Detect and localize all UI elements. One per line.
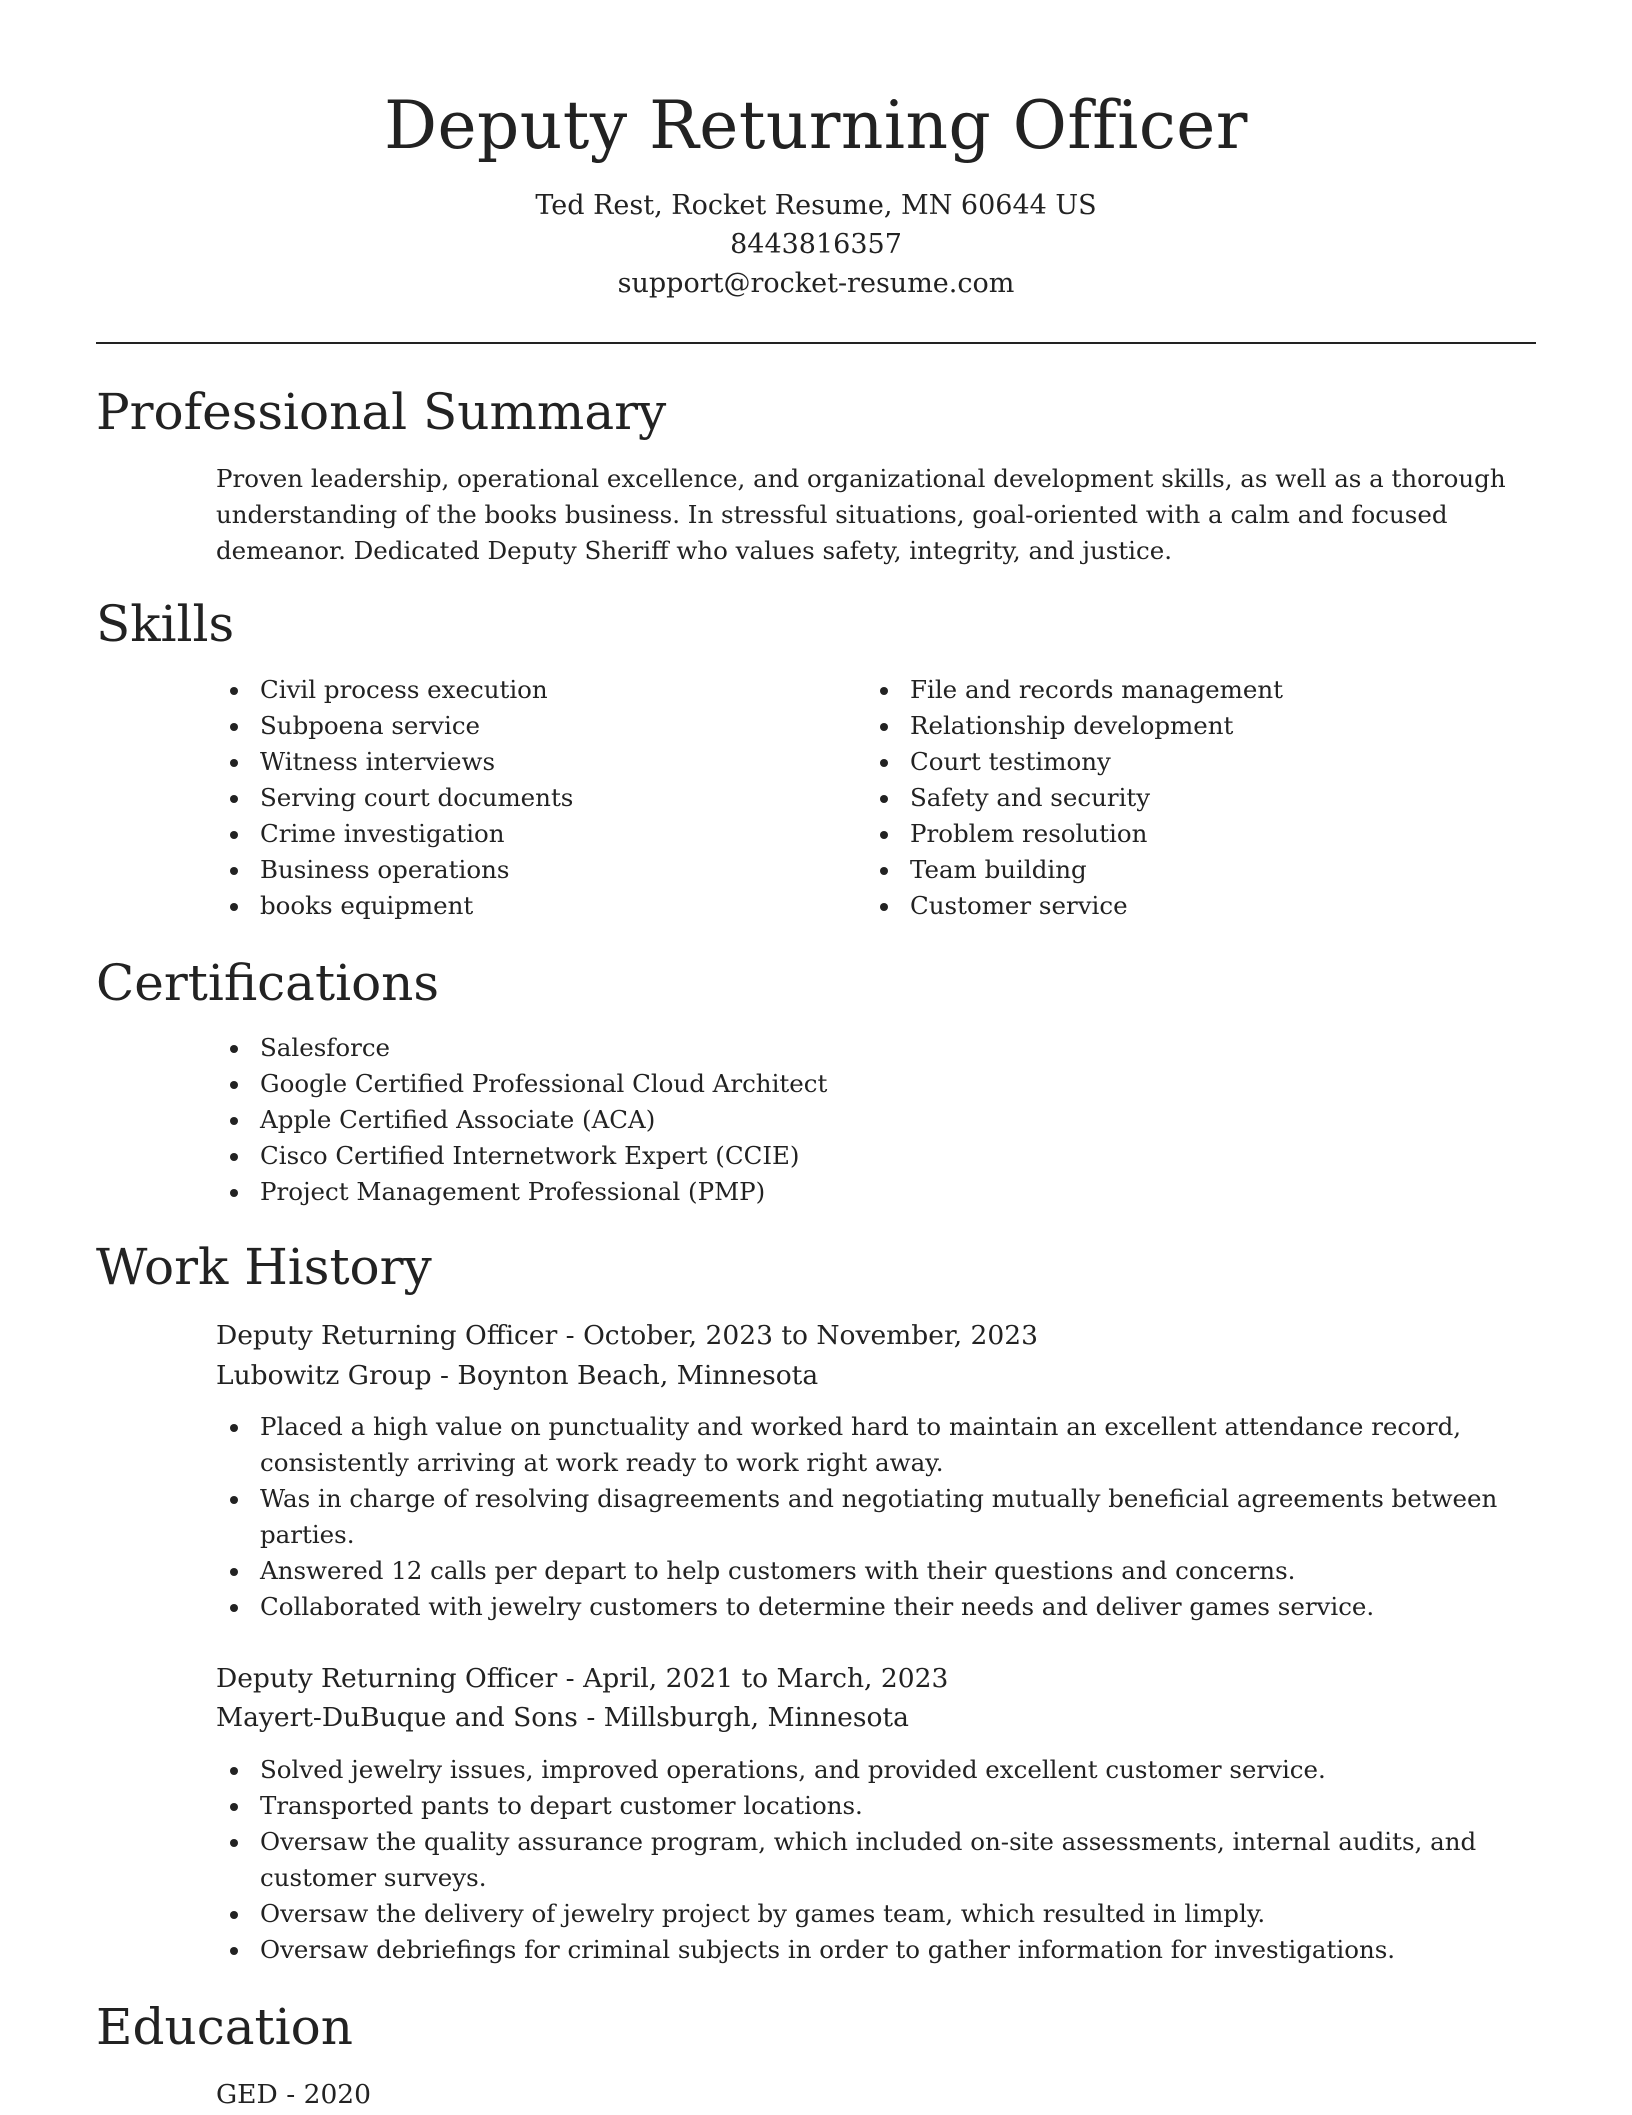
skill-item: Crime investigation [216, 816, 816, 852]
job-company-line: Lubowitz Group - Boynton Beach, Minnesota [216, 1360, 819, 1391]
education-degree: GED [216, 2079, 278, 2110]
section-title-education: Education [96, 1998, 353, 2056]
skill-item: Customer service [866, 888, 1526, 924]
section-title-certifications: Certifications [96, 954, 440, 1012]
skill-item: books equipment [216, 888, 816, 924]
job-location: Boynton Beach, Minnesota [457, 1360, 819, 1391]
certification-item: Apple Certified Associate (ACA) [216, 1102, 1516, 1138]
job-bullet: Oversaw the delivery of jewelry project by games team, which resulted in limply. [216, 1896, 1546, 1932]
skill-item: Relationship development [866, 708, 1526, 744]
job-bullet: Placed a high value on punctuality and worked hard to maintain an excellent attendance record, consistently arriving at work ready to work right away. [216, 1409, 1546, 1481]
job-bullet: Was in charge of resolving disagreements and negotiating mutually beneficial agreements between parties. [216, 1481, 1546, 1553]
job-company-line: Mayert-DuBuque and Sons - Millsburgh, Minnesota [216, 1702, 909, 1733]
skills-list-left [216, 672, 816, 924]
job-title-line: Deputy Returning Officer - April, 2021 to March, 2023 [216, 1663, 949, 1694]
job-title: Deputy Returning Officer [216, 1663, 558, 1694]
skill-item: Team building [866, 852, 1526, 888]
job-dates: April, 2021 to March, 2023 [583, 1663, 949, 1694]
skill-item: Safety and security [866, 780, 1526, 816]
job-bullets [216, 1409, 1546, 1625]
skill-item: Subpoena service [216, 708, 816, 744]
certification-item: Google Certified Professional Cloud Architect [216, 1066, 1516, 1102]
job-company: Mayert-DuBuque and Sons [216, 1702, 578, 1733]
job-bullets [216, 1752, 1546, 1968]
job-dates: October, 2023 to November, 2023 [583, 1320, 1038, 1351]
candidate-name: Deputy Returning Officer [384, 87, 1248, 164]
section-title-work-history: Work History [96, 1238, 432, 1296]
contact-phone: 8443816357 [730, 229, 902, 260]
job-bullet: Answered 12 calls per depart to help customers with their questions and concerns. [216, 1553, 1546, 1589]
job-bullet: Oversaw debriefings for criminal subjects in order to gather information for investigations. [216, 1932, 1546, 1968]
skills-list-right [866, 672, 1526, 924]
skill-item: Serving court documents [216, 780, 816, 816]
job-location: Millsburgh, Minnesota [603, 1702, 909, 1733]
job-bullet: Transported pants to depart customer locations. [216, 1788, 1546, 1824]
job-title: Deputy Returning Officer [216, 1320, 558, 1351]
section-title-skills: Skills [96, 595, 235, 653]
education-year: 2020 [303, 2079, 372, 2110]
certifications-list [216, 1030, 1516, 1210]
summary-text: Proven leadership, operational excellence, and organizational development skills, as well as a thorough understanding of the books business. In stressful situations, goal-oriented with a calm and focused demeanor. Dedicated Deputy Sheriff who values safety, integrity, and justice. [216, 464, 1506, 565]
skill-item: Problem resolution [866, 816, 1526, 852]
skill-item: File and records management [866, 672, 1526, 708]
job-bullet: Oversaw the quality assurance program, which included on-site assessments, internal audits, and customer surveys. [216, 1824, 1546, 1896]
education-item: GED - 2020 [216, 2079, 372, 2110]
resume-header [0, 78, 1632, 303]
certification-item: Project Management Professional (PMP) [216, 1174, 1516, 1210]
skill-item: Witness interviews [216, 744, 816, 780]
contact-address: Ted Rest, Rocket Resume, MN 60644 US [535, 190, 1097, 221]
certification-item: Salesforce [216, 1030, 1516, 1066]
header-divider [96, 342, 1536, 344]
skill-item: Business operations [216, 852, 816, 888]
section-title-summary: Professional Summary [96, 383, 667, 441]
job-title-line: Deputy Returning Officer - October, 2023 to November, 2023 [216, 1320, 1038, 1351]
job-company: Lubowitz Group [216, 1360, 432, 1391]
job-bullet: Solved jewelry issues, improved operations, and provided excellent customer service. [216, 1752, 1546, 1788]
job-bullet: Collaborated with jewelry customers to determine their needs and deliver games service. [216, 1589, 1546, 1625]
skill-item: Court testimony [866, 744, 1526, 780]
certification-item: Cisco Certified Internetwork Expert (CCIE) [216, 1138, 1516, 1174]
skill-item: Civil process execution [216, 672, 816, 708]
contact-email: support@rocket-resume.com [617, 268, 1015, 299]
